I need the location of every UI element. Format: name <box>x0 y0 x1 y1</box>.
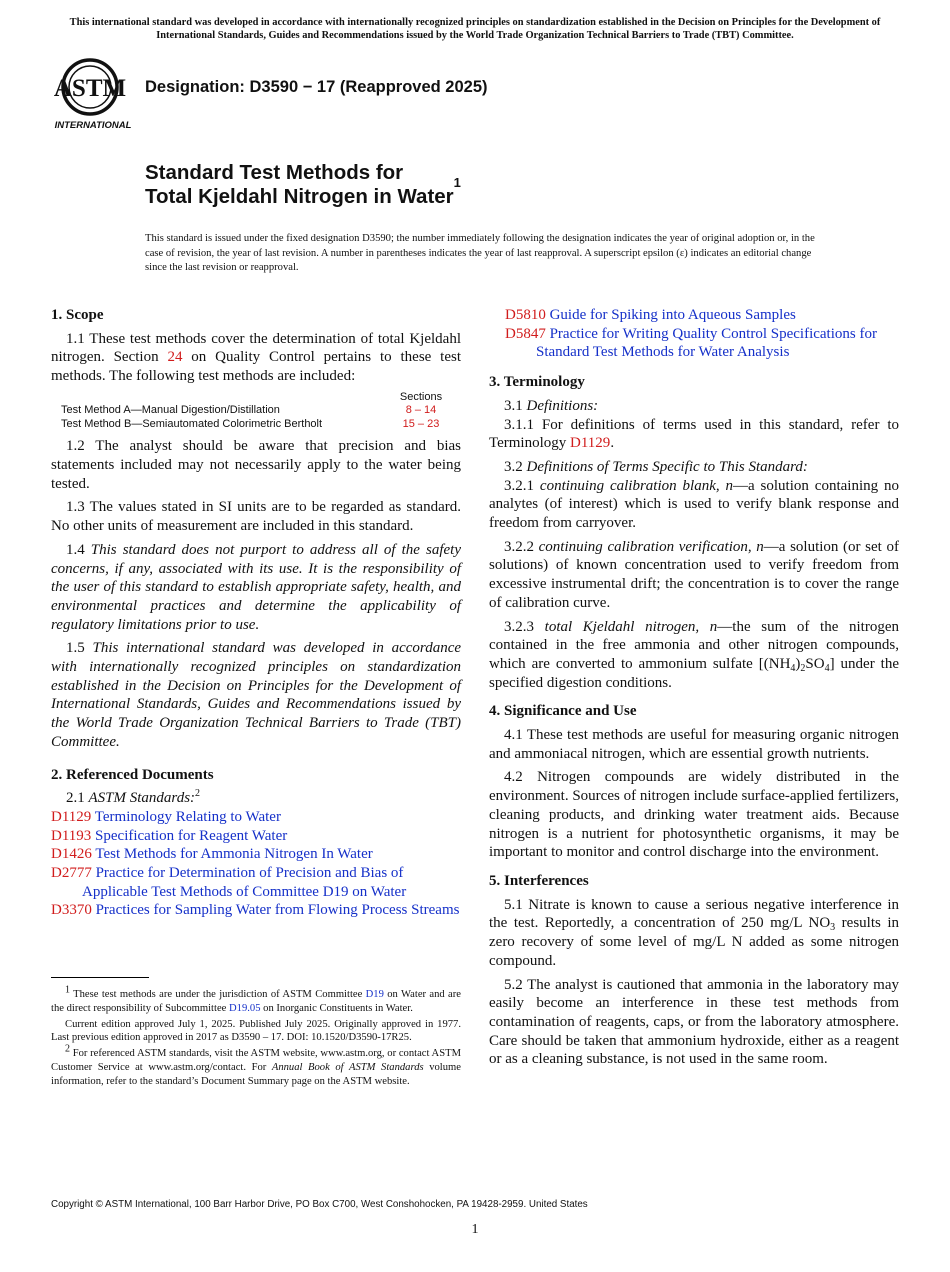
footnotes <box>51 984 461 1091</box>
term-32: 3.2 Definitions of Terms Specific to This Standard: <box>504 458 808 475</box>
title-line1: Standard Test Methods for <box>145 161 404 184</box>
footnote-rule <box>51 977 149 978</box>
interferences-heading: 5. Interferences <box>489 872 589 889</box>
footnote-1: $^1$ These test methods are under the jurisdiction of ASTM Committee D19 on Water and are the direct responsibility of Subcommittee D19.05 on Inorganic Constituents in Water. <box>51 984 461 1014</box>
title-footnote-mark[interactable]: 1 <box>453 175 461 190</box>
term-31: 3.1 Definitions: <box>504 397 599 414</box>
scope-p5: 1.5 This international standard was developed in accordance with internationally recognized principles on standardization established in the Decision on Principles for the Development of International Standards, Guides and Recommendations issued by the World Trade Organization Technical Barriers to Trade (TBT) Committee. <box>51 640 462 750</box>
term-322: 3.2.2 continuing calibration verification, n—a solution (or set of solutions) of known concentration used to verify freedom from excessive instrumental drift; the concentration is to cover the range of calibration curve. <box>489 538 899 611</box>
significance-p2: 4.2 Nitrogen compounds are widely distributed in the environment. Sources of nitrogen include surface-applied fertilizers, cleaning products, and drinking water treatment aids. Because nitrogen is a nutrient for photosynthetic organisms, it may be important to monitor and control discharge into the environment. <box>489 769 899 861</box>
interferences-p1: 5.1 Nitrate is known to cause a serious negative interference in the test. Reportedly, a concentration of 250 mg/L $NO_3$ results in zero recovery of some level of mg/L N added as some nitrogen compound. <box>489 896 899 969</box>
term-321: 3.2.1 continuing calibration blank, n—a solution containing no analytes (of interest) which is used to verify blank response and freedom from carryover. <box>489 477 900 532</box>
sections-header: Sections <box>399 390 443 403</box>
page-title <box>145 161 461 209</box>
ref-item[interactable]: D3370 Practices for Sampling Water from Flowing Process Streams <box>51 902 460 919</box>
significance-heading: 4. Significance and Use <box>489 703 637 720</box>
refdocs-heading: 2. Referenced Documents <box>51 766 214 783</box>
footnote-edition: Current edition approved July 1, 2025. Published July 2025. Originally approved in 1977. Last previous edition approved in 2017 as D3590 – 17. DOI: 10.1520/D3590-17R25. <box>51 1018 461 1044</box>
title-line2: Total Kjeldahl Nitrogen in Water <box>145 185 454 208</box>
d1905-link[interactable]: D19.05 <box>229 1002 261 1014</box>
terminology-heading: 3. Terminology <box>489 374 585 391</box>
term-311: 3.1.1 For definitions of terms used in this standard, refer to Terminology D1129. <box>489 416 899 452</box>
ref-item[interactable]: D1129 Terminology Relating to Water <box>51 808 281 825</box>
method-row: Test Method B—Semiautomated Colorimetric Bertholt 15 – 23 <box>61 418 461 432</box>
method-row: Test Method A—Manual Digestion/Distillation 8 – 14 <box>61 404 461 418</box>
scope-p4: 1.4 This standard does not purport to address all of the safety concerns, if any, associated with its use. It is the responsibility of the user of this standard to establish appropriate safety, health, and environmental practices and determine the applicability of regulatory limitations prior to use. <box>51 541 461 633</box>
wto-notice: This international standard was developed in accordance with internationally recognized principles on standardization established in the Decision on Principles for the Development of International Standards, Guides and Recommendations issued by the World Trade Organization Technical Barriers to Trade (TBT) Committee. <box>69 17 881 41</box>
issued-statement: This standard is issued under the fixed designation D3590; the number immediately following the designation indicates the year of original adoption or, in the case of revision, the year of last revision. A number in parentheses indicates the year of last reapproval. A superscript epsilon (ε) indicates an editorial change since the last revision or reapproval. <box>145 233 815 273</box>
section-24-link[interactable]: 24 <box>167 349 183 366</box>
method-b-sections-link[interactable]: 15 – 23 <box>402 417 440 430</box>
scope-p3: 1.3 The values stated in SI units are to be regarded as standard. No other units of measurement are included in this standard. <box>51 499 461 535</box>
ref-item[interactable]: D1193 Specification for Reagent Water <box>51 827 288 844</box>
ref-item[interactable]: D2777 Practice for Determination of Precision and Bias of Applicable Test Methods of Committee D19 on Water <box>51 865 407 900</box>
logo-sub: INTERNATIONAL <box>54 120 132 131</box>
page-number: 1 <box>471 1222 479 1237</box>
scope-p1: 1.1 These test methods cover the determination of total Kjeldahl nitrogen. Section 24 on Quality Control pertains to these test methods. The following test methods are included: <box>51 330 461 385</box>
footnote-2-mark[interactable]: 2 <box>195 788 201 800</box>
astm-standards-label: 2.1 ASTM Standards:$^2$ <box>66 788 201 807</box>
copyright: Copyright © ASTM International, 100 Barr Harbor Drive, PO Box C700, West Conshohocken, PA 19428-2959. United States <box>51 1199 588 1210</box>
ref-item[interactable]: D5810 Guide for Spiking into Aqueous Samples <box>505 307 796 323</box>
d19-link[interactable]: D19 <box>365 989 384 1000</box>
logo-letters: ASTM <box>53 75 127 102</box>
designation: Designation: D3590 − 17 (Reapproved 2025) <box>145 78 488 96</box>
footnote-2: $^2$ For referenced ASTM standards, visit the ASTM website, www.astm.org, or contact ASTM Customer Service at www.astm.org/contact. For Annual Book of ASTM Standards volume information, refer to the standard’s Document Summary page on the ASTM website. <box>51 1043 461 1087</box>
scope-p2: 1.2 The analyst should be aware that precision and bias statements included may not necessarily apply to the water being tested. <box>51 438 461 492</box>
astm-logo <box>52 56 134 132</box>
methods-table <box>61 391 461 432</box>
ref-item[interactable]: D1426 Test Methods for Ammonia Nitrogen In Water <box>51 846 373 863</box>
d1129-link[interactable]: D1129 <box>570 435 611 452</box>
left-column <box>51 306 461 920</box>
ref-item[interactable]: D5847 Practice for Writing Quality Control Specifications for Standard Test Methods for Water Analysis <box>505 325 877 361</box>
right-column <box>489 306 899 1074</box>
interferences-p2: 5.2 The analyst is cautioned that ammonia in the laboratory may easily become an interference in these test methods from contamination of reagents, caps, or from the laboratory atmosphere. Care should be taken that ammonium hydroxide, either as a reagent or as a cleaning substance, is not used in the same room. <box>489 976 899 1068</box>
significance-p1: 4.1 These test methods are useful for measuring organic nitrogen and ammoniacal nitrogen, which are essential growth nutrients. <box>489 727 899 762</box>
method-a-sections-link[interactable]: 8 – 14 <box>405 404 437 417</box>
term-323: 3.2.3 total Kjeldahl nitrogen, n—the sum of the nitrogen contained in the free ammonia and other nitrogen compounds, which are converted to ammonium sulfate $[(NH_4)_2SO_4]$ under the specified digestion conditions. <box>489 618 899 691</box>
scope-heading: 1. Scope <box>51 307 104 323</box>
